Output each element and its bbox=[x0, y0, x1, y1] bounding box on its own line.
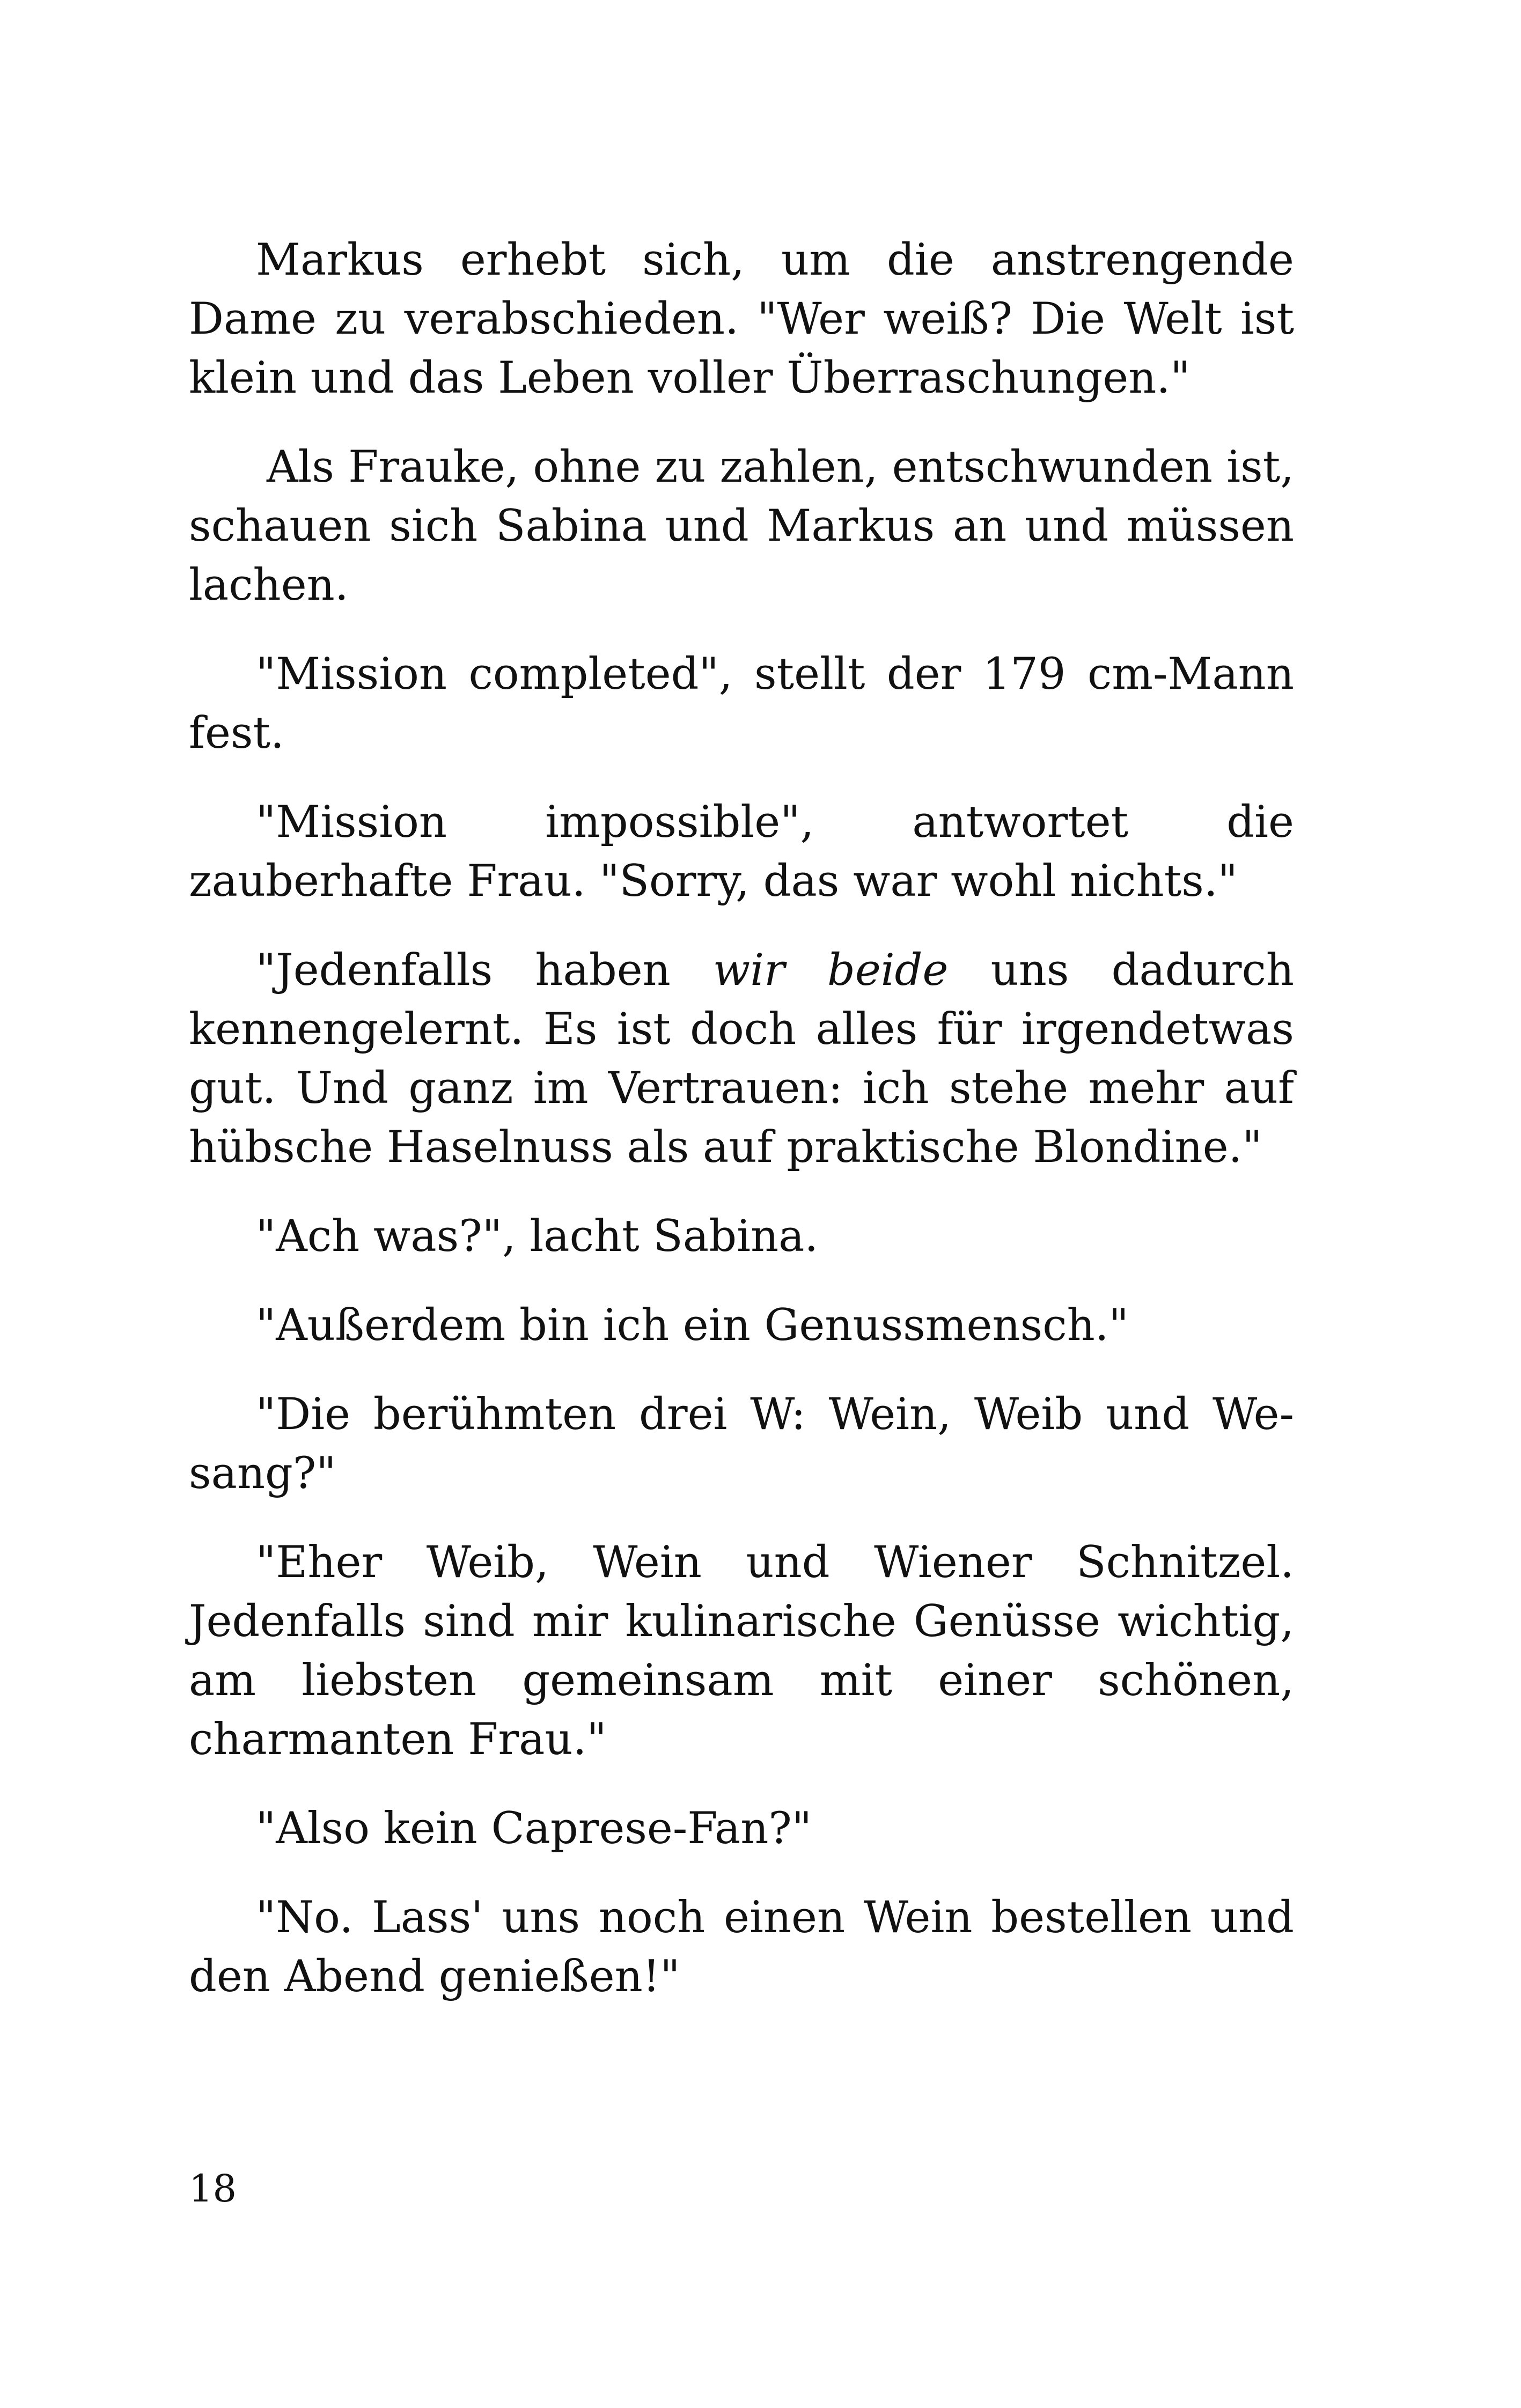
paragraph: "Die berühmten drei W: Wein, Weib und Wesang?" bbox=[189, 1389, 1294, 1499]
page-number: 18 bbox=[189, 2167, 237, 2211]
paragraph: Markus erhebt sich, um die anstrengende Dame zu verabschieden. "Wer weiß? Die Welt ist klein und das Leben voller Überraschungen." bbox=[189, 235, 1294, 403]
paragraph-text: "Jedenfalls haben bbox=[256, 945, 713, 996]
paragraph: "Ach was?", lacht Sabina. bbox=[256, 1211, 819, 1262]
paragraph: Als Frauke, ohne zu zahlen, entschwunden ist, schauen sich Sabina und Markus an und müssen lachen. bbox=[189, 442, 1294, 610]
paragraph: "Also kein Caprese-Fan?" bbox=[256, 1803, 812, 1854]
paragraph: "No. Lass' uns noch einen Wein bestellen und den Abend genießen!" bbox=[189, 1892, 1294, 2002]
emphasized-text: wir beide bbox=[712, 945, 949, 996]
paragraph bbox=[189, 941, 1294, 1177]
body-text bbox=[189, 231, 1294, 2006]
paragraph-text: uns dadurch kennengelernt. Es ist doch alles für irgendetwas gut. Und ganz im Vertrauen: ich stehe mehr auf hübsche Haselnuss als auf praktische Blondine." bbox=[189, 945, 1295, 1173]
paragraph: "Mission impossible", antwortet die zauberhafte Frau. "Sorry, das war wohl nichts." bbox=[189, 797, 1294, 907]
paragraph: "Mission completed", stellt der 179 cm-Mann fest. bbox=[189, 649, 1294, 759]
paragraph: "Außerdem bin ich ein Genussmensch." bbox=[256, 1300, 1129, 1351]
paragraph: "Eher Weib, Wein und Wiener Schnitzel. Jedenfalls sind mir kulinarische Genüsse wichtig, am liebsten gemeinsam mit einer schönen, charmanten Frau." bbox=[189, 1537, 1294, 1765]
